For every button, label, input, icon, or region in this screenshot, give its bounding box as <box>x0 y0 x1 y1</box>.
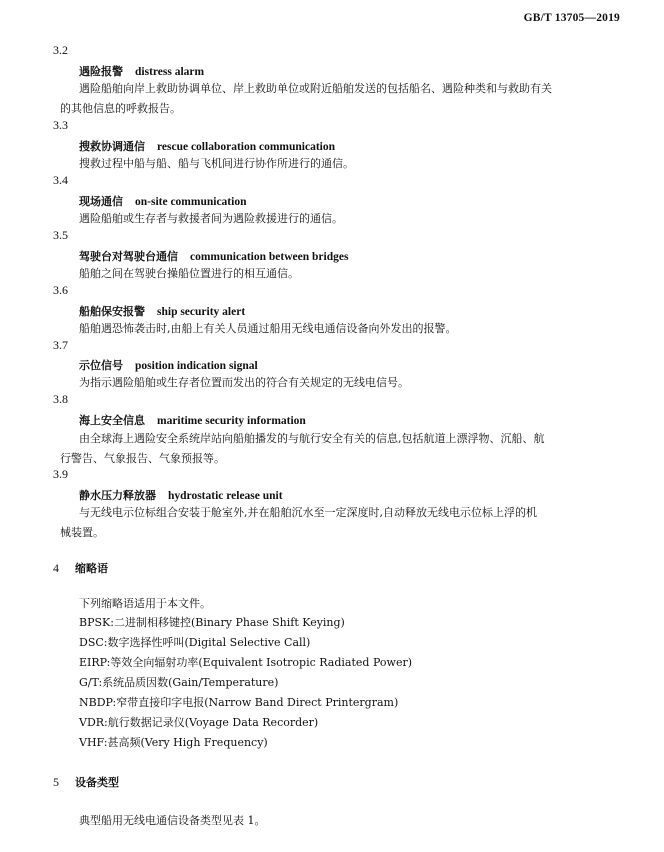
clause-number: 3.7 <box>53 338 68 352</box>
term-en: distress alarm <box>135 66 205 78</box>
term-zh: 船舶保安报警 <box>79 305 145 318</box>
clause-number: 3.2 <box>53 43 68 57</box>
term-zh: 示位信号 <box>79 359 123 372</box>
standard-code: GB/T 13705—2019 <box>523 12 620 24</box>
term-definition: 为指示遇险船舶或生存者位置而发出的符合有关规定的无线电信号。 <box>79 376 409 389</box>
term-definition-continued: 的其他信息的呼救报告。 <box>60 102 181 115</box>
term-definition: 搜救过程中船与船、船与飞机间进行协作所进行的通信。 <box>79 157 354 170</box>
abbreviation-item: G/T:系统品质因数(Gain/Temperature) <box>79 676 279 689</box>
section-heading <box>53 774 119 790</box>
term-zh: 静水压力释放器 <box>79 489 156 502</box>
term-en: communication between bridges <box>190 251 349 263</box>
term-en: position indication signal <box>135 360 258 372</box>
term-zh: 现场通信 <box>79 195 123 208</box>
term-title <box>79 412 306 428</box>
term-title <box>79 193 246 209</box>
abbreviation-item: VDR:航行数据记录仪(Voyage Data Recorder) <box>79 716 319 729</box>
term-zh: 遇险报警 <box>79 65 123 78</box>
section-text: 典型船用无线电通信设备类型见表 1。 <box>79 814 266 827</box>
term-definition: 遇险船舶向岸上救助协调单位、岸上救助单位或附近船舶发送的包括船名、遇险种类和与救助有关 <box>79 82 552 95</box>
term-en: rescue collaboration communication <box>157 141 336 153</box>
term-definition-continued: 行警告、气象报告、气象预报等。 <box>60 452 225 465</box>
section-number: 5 <box>53 775 59 789</box>
section-number: 4 <box>53 561 59 575</box>
term-title <box>79 357 258 373</box>
section-title: 设备类型 <box>75 776 119 789</box>
section-title: 缩略语 <box>75 562 108 575</box>
term-zh: 搜救协调通信 <box>79 140 145 153</box>
term-en: ship security alert <box>157 306 246 318</box>
term-title <box>79 487 283 503</box>
abbreviation-item: EIRP:等效全向辐射功率(Equivalent Isotropic Radiated Power) <box>79 656 413 669</box>
term-definition: 船舶之间在驾驶台操船位置进行的相互通信。 <box>79 267 299 280</box>
term-title <box>79 248 348 264</box>
abbreviation-item: DSC:数字选择性呼叫(Digital Selective Call) <box>79 636 311 649</box>
term-definition: 遇险船舶或生存者与救援者间为遇险救援进行的通信。 <box>79 212 343 225</box>
clause-number: 3.3 <box>53 118 68 132</box>
clause-number: 3.4 <box>53 173 68 187</box>
term-definition: 船舶遇恐怖袭击时,由船上有关人员通过船用无线电通信设备向外发出的报警。 <box>79 322 457 335</box>
term-title <box>79 63 204 79</box>
clause-number: 3.8 <box>53 392 68 406</box>
clause-number: 3.6 <box>53 283 68 297</box>
term-en: maritime security information <box>157 415 306 427</box>
abbreviation-item: VHF:甚高频(Very High Frequency) <box>79 736 268 749</box>
abbreviation-item: NBDP:窄带直接印字电报(Narrow Band Direct Printergram) <box>79 696 399 709</box>
term-title <box>79 138 335 154</box>
term-title <box>79 303 245 319</box>
term-en: hydrostatic release unit <box>168 490 283 502</box>
term-en: on-site communication <box>135 196 247 208</box>
abbreviation-intro: 下列缩略语适用于本文件。 <box>79 597 211 610</box>
clause-number: 3.9 <box>53 467 68 481</box>
abbreviation-item: BPSK:二进制相移键控(Binary Phase Shift Keying) <box>79 616 345 629</box>
term-definition: 由全球海上遇险安全系统岸站向船舶播发的与航行安全有关的信息,包括航道上漂浮物、沉船、航 <box>79 432 545 445</box>
term-definition-continued: 械装置。 <box>60 526 104 539</box>
term-definition: 与无线电示位标组合安装于舱室外,并在船舶沉水至一定深度时,自动释放无线电示位标上浮的机 <box>79 506 537 519</box>
section-heading <box>53 560 108 576</box>
term-zh: 驾驶台对驾驶台通信 <box>79 250 178 263</box>
clause-number: 3.5 <box>53 228 68 242</box>
term-zh: 海上安全信息 <box>79 414 145 427</box>
